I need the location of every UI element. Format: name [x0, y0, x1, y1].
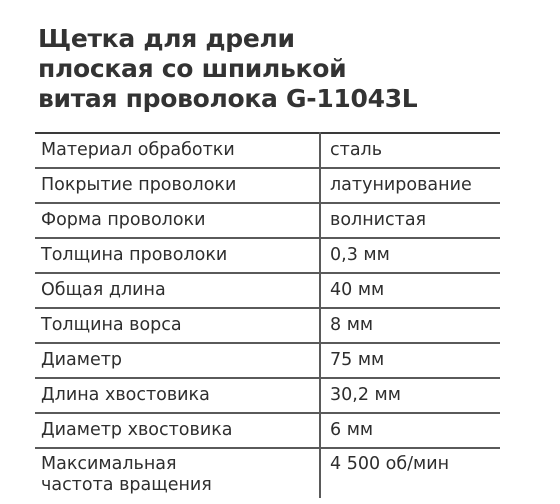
spec-param: Покрытие проволоки — [41, 175, 237, 195]
table-row — [35, 413, 500, 448]
table-row — [35, 168, 500, 203]
spec-param: Диаметр — [41, 350, 123, 370]
spec-value: латунирование — [320, 168, 500, 203]
product-title — [38, 24, 538, 114]
spec-param — [35, 448, 320, 498]
spec-value: 75 мм — [320, 343, 500, 378]
table-row — [35, 203, 500, 238]
spec-param-line: Максимальная — [41, 454, 177, 474]
spec-param: Длина хвостовика — [41, 385, 210, 405]
spec-value: 4 500 об/мин — [320, 448, 500, 498]
spec-table — [35, 132, 500, 498]
spec-value: 0,3 мм — [320, 238, 500, 273]
spec-value: волнистая — [320, 203, 500, 238]
spec-value: 8 мм — [320, 308, 500, 343]
spec-param: Толщина проволоки — [41, 245, 228, 265]
spec-param: Общая длина — [41, 280, 166, 300]
table-row — [35, 378, 500, 413]
spec-value: 40 мм — [320, 273, 500, 308]
title-line-3: витая проволока G-11043L — [38, 84, 418, 113]
table-row — [35, 273, 500, 308]
title-line-2: плоская со шпилькой — [38, 54, 347, 83]
spec-param: Материал обработки — [41, 140, 235, 160]
spec-param: Толщина ворса — [41, 315, 182, 335]
table-row — [35, 448, 500, 498]
table-row — [35, 133, 500, 168]
title-line-1: Щетка для дрели — [38, 24, 295, 53]
spec-param: Диаметр хвостовика — [41, 420, 233, 440]
table-row — [35, 308, 500, 343]
spec-value: 6 мм — [320, 413, 500, 448]
spec-param-line: частота вращения — [41, 475, 212, 495]
table-row — [35, 343, 500, 378]
spec-value: сталь — [320, 133, 500, 168]
table-row — [35, 238, 500, 273]
spec-value: 30,2 мм — [320, 378, 500, 413]
spec-param: Форма проволоки — [41, 210, 206, 230]
